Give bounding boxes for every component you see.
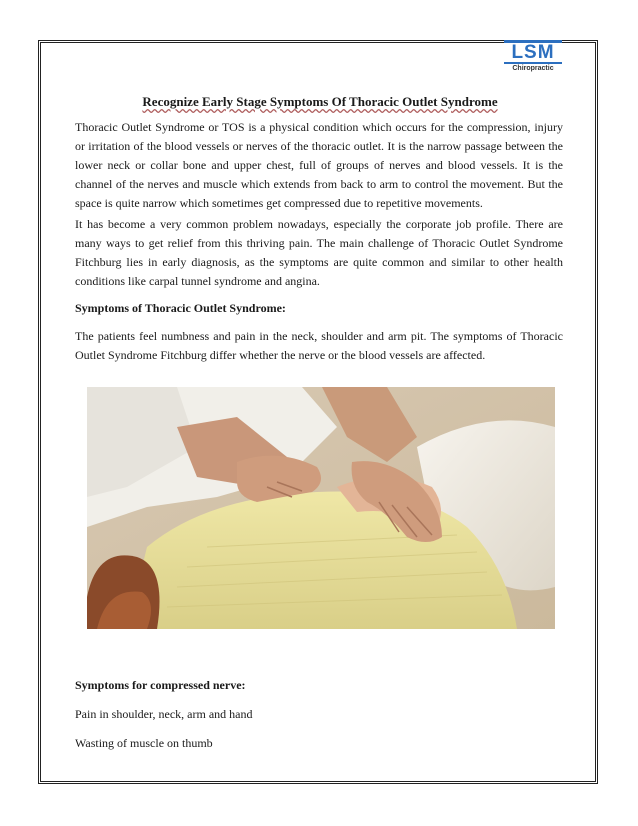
heading-symptoms: Symptoms of Thoracic Outlet Syndrome: <box>75 301 286 315</box>
paragraph-common-problem: It has become a very common problem nowadays, especially the corporate job profile. There are many ways to get relief from this thriving pain. The main challenge of Thoracic Outlet Syndrome Fitchburg lies in early diagnosis, as the symptoms are quite common and similar to other health conditions like carpal tunnel syndrome and angina. <box>75 217 563 288</box>
paragraph-symptoms: The patients feel numbness and pain in the neck, shoulder and arm pit. The symptoms of Thoracic Outlet Syndrome Fitchburg differ whether the nerve or the blood vessels are affected. <box>75 329 563 362</box>
heading-compressed-nerve: Symptoms for compressed nerve: <box>75 678 246 692</box>
document-title: Recognize Early Stage Symptoms Of Thoracic Outlet Syndrome <box>142 94 498 109</box>
massage-photo <box>87 387 555 629</box>
logo-subtitle: Chiropractic <box>512 65 554 72</box>
paragraph-intro: Thoracic Outlet Syndrome or TOS is a physical condition which occurs for the compression, injury or irritation of the blood vessels or nerves of the thoracic outlet. It is the narrow passage between the lower neck or collar bone and upper chest, full of groups of nerves and blood vessels. It is the channel of the nerves and muscle which extends from back to arm to control the movement. But the space is quite narrow which sometimes get compressed due to repetitive movements. <box>75 120 563 210</box>
list-item: Wasting of muscle on thumb <box>75 736 213 750</box>
list-item: Pain in shoulder, neck, arm and hand <box>75 707 253 721</box>
logo-mark: LSM <box>504 40 562 64</box>
lsm-chiropractic-logo <box>504 40 562 70</box>
